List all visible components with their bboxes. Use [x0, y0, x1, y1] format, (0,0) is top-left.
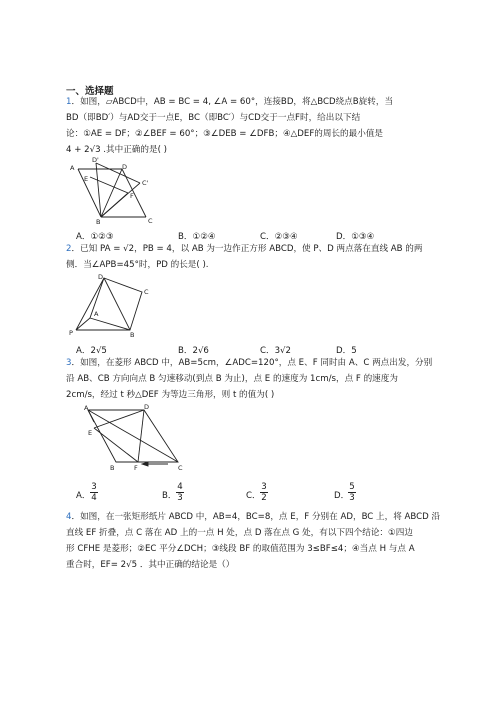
q1-line-3: 论：①AE = DF；②∠BEF = 60°；③∠DEB = ∠DFB；④△DEF的周长的最小值是	[66, 129, 384, 139]
q3-fig-label-c: C	[178, 464, 183, 472]
q2-line-1: 2．已知 PA = √2，PB = 4，以 AB 为一边作正方形 ABCD，使 P、D 两点落在直线 AB 的两	[66, 244, 423, 254]
q3-figure	[82, 404, 188, 472]
q1-number: 1	[66, 97, 72, 107]
q2-option-d[interactable]: D．5	[336, 346, 357, 356]
q2-option-c[interactable]: C．3√2	[260, 346, 292, 356]
q3-line-2: 沿 AB、CB 方向向点 B 匀速移动(到点 B 为止)，点 E 的速度为 1cm/s，点 F 的速度为	[66, 374, 398, 384]
q4-number: 4	[66, 512, 72, 522]
q2-option-b[interactable]: B．2√6	[178, 346, 209, 356]
q1-fig-label-c: C	[148, 217, 153, 225]
q1-option-c[interactable]: C．②③④	[260, 232, 298, 242]
q2-fig-label-p: P	[69, 329, 73, 337]
section-heading: 一、选择题	[66, 86, 114, 97]
q3-number: 3	[66, 358, 72, 368]
q1-fig-label-dprime: D'	[92, 157, 99, 164]
q2-option-a[interactable]: A．2√5	[76, 346, 107, 356]
q3-line-1: 3．如图，在菱形 ABCD 中，AB=5cm，∠ADC=120°，点 E、F 同时由 A、C 两点出发，分别	[66, 358, 433, 368]
q1-line-2: BD（即BD′）与AD交于一点E，BC（即BC′）与CD交于一点F时，给出以下结	[66, 113, 361, 123]
q1-option-d[interactable]: D．①③④	[336, 232, 375, 242]
q4-line-1: 4．如图，在一张矩形纸片 ABCD 中，AB=4，BC=8，点 E，F 分别在 AD，BC 上，将 ABCD 沿	[66, 512, 441, 522]
q2-fig-label-a: A	[94, 310, 99, 318]
q1-fig-label-b: B	[96, 218, 101, 226]
q2-fig-label-d: D	[98, 273, 104, 281]
q3-line-3: 2cm/s，经过 t 秒△DEF 为等边三角形，则 t 的值为( )	[66, 390, 275, 400]
q1-option-b[interactable]: B．①②④	[178, 232, 216, 242]
q3-fig-label-d: D	[144, 404, 150, 411]
q1-figure	[66, 157, 176, 227]
q1-line-4: 4 + 2√3 .其中正确的是( )	[66, 145, 168, 155]
q4-line-2: 直线 EF 折叠，点 C 落在 AD 上的一点 H 处，点 D 落在点 G 处，有以下四个结论：①四边	[66, 528, 413, 538]
q4-line-3: 形 CFHE 是菱形；②EC 平分∠DCH；③线段 BF 的取值范围为 3≤BF≤4；④当点 H 与点 A	[66, 544, 415, 554]
q2-line-2: 侧．当∠APB=45°时，PD 的长是( ).	[66, 260, 209, 270]
q2-fig-label-b: B	[130, 331, 135, 338]
q3-fig-label-e: E	[88, 429, 93, 437]
q4-line-4: 重合时，EF= 2√5 ．其中正确的结论是（）	[66, 560, 235, 570]
q2-number: 2	[66, 244, 72, 254]
q1-fig-label-f: F	[130, 192, 134, 200]
q3-fig-label-b: B	[110, 464, 115, 472]
q1-line-1: 1．如图，▱ABCD中，AB = BC = 4, ∠A = 60°，连接BD，将△BCD绕点B旋转，当	[66, 97, 394, 107]
q1-option-a[interactable]: A．①②③	[76, 232, 114, 242]
q1-fig-label-cprime: C'	[142, 179, 149, 187]
q2-figure	[66, 272, 166, 338]
q2-fig-label-c: C	[144, 288, 149, 296]
q1-fig-label-e: E	[84, 175, 89, 183]
q1-fig-label-a: A	[70, 164, 75, 172]
q3-fig-label-f: F	[134, 464, 138, 472]
q1-fig-label-d: D	[122, 163, 128, 171]
q3-fig-label-a: A	[84, 404, 89, 412]
